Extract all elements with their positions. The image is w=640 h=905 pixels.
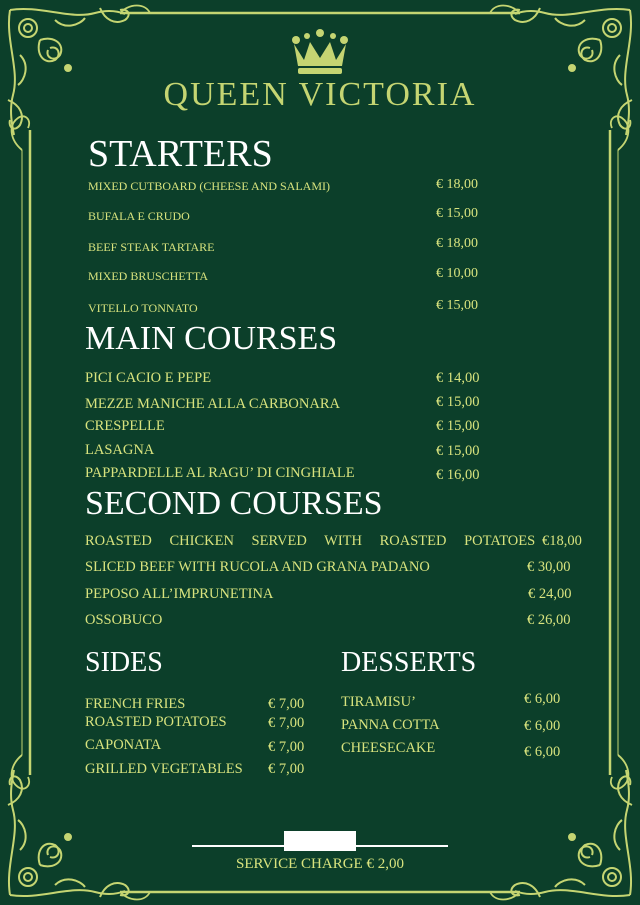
menu-item-name: MEZZE MANICHE ALLA CARBONARA [85,396,340,412]
menu-item-price: € 10,00 [436,266,478,281]
menu-item-name: ROASTED POTATOES [85,714,227,730]
menu-item-price: € 6,00 [524,691,561,707]
menu-item-name: MIXED BRUSCHETTA [88,269,209,283]
divider-center-box [284,831,356,851]
menu-item-price: € 15,00 [436,443,480,459]
menu-item-name: CAPONATA [85,737,162,753]
menu-item-name: PEPOSO ALL’IMPRUNETINA [85,586,274,602]
menu-item-name: CHEESECAKE [341,740,436,756]
section-title-sides: SIDES [85,647,163,678]
menu-item-name: VITELLO TONNATO [88,301,198,315]
service-charge: SERVICE CHARGE € 2,00 [236,856,404,872]
menu-item-price: € 14,00 [436,370,480,386]
menu-item-name: ROASTED CHICKEN SERVED WITH ROASTED POTATOES [85,533,536,549]
section-title-main-courses: MAIN COURSES [85,320,338,357]
menu-item-price: €18,00 [542,533,582,549]
menu-item-name: FRENCH FRIES [85,696,186,712]
divider-left [192,845,284,847]
menu-item-price: € 7,00 [268,761,305,777]
menu-item-price: € 18,00 [436,177,478,192]
crown-icon [290,28,350,76]
divider-right [356,845,448,847]
menu-item-price: € 16,00 [436,467,480,483]
menu-item-price: € 15,00 [436,298,478,313]
menu-item-price: € 30,00 [527,559,571,575]
menu-item-name: SLICED BEEF WITH RUCOLA AND GRANA PADANO [85,559,430,575]
section-title-starters: STARTERS [88,133,273,175]
menu-item-price: € 18,00 [436,236,478,251]
menu-item-price: € 7,00 [268,739,305,755]
menu-item-price: € 26,00 [527,612,571,628]
menu-item-price: € 6,00 [524,718,561,734]
menu-item-price: € 15,00 [436,418,480,434]
menu-item-name: MIXED CUTBOARD (CHEESE AND SALAMI) [88,179,330,193]
menu-item-price: € 15,00 [436,394,480,410]
menu-item-name: PAPPARDELLE AL RAGU’ DI CINGHIALE [85,465,355,481]
restaurant-name: QUEEN VICTORIA [163,76,477,113]
menu-item-name: BEEF STEAK TARTARE [88,240,215,254]
menu-item-name: OSSOBUCO [85,612,163,628]
menu-item-name: PANNA COTTA [341,717,440,733]
menu-item-name: CRESPELLE [85,418,165,434]
section-title-second-courses: SECOND COURSES [85,485,383,522]
menu-item-name: PICI CACIO E PEPE [85,370,212,386]
menu-item-name: TIRAMISU’ [341,694,416,710]
menu-item-name: LASAGNA [85,442,155,458]
menu-item-price: € 24,00 [528,586,572,602]
menu-item-price: € 7,00 [268,715,305,731]
section-title-desserts: DESSERTS [341,647,477,678]
menu-item-name: BUFALA E CRUDO [88,209,190,223]
menu-item-price: € 15,00 [436,206,478,221]
menu-item-name: GRILLED VEGETABLES [85,761,243,777]
menu-item-price: € 7,00 [268,696,305,712]
menu-item-price: € 6,00 [524,744,561,760]
